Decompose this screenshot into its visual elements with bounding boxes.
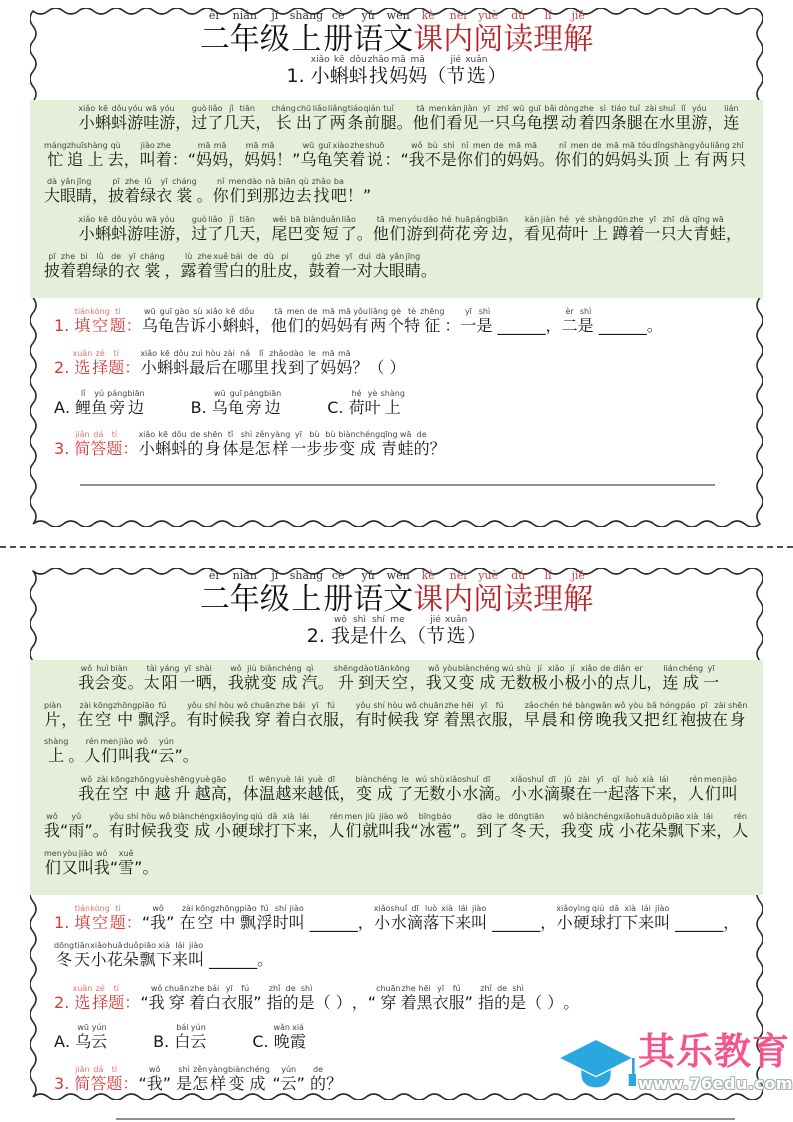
option-b: B. 白bái云yún bbox=[153, 1023, 207, 1052]
question-label: 2. 选xuǎn择zé题tí： bbox=[54, 349, 141, 378]
question-label: 1. 填tián空kòng题tí： bbox=[54, 306, 142, 335]
question-label: 1. 填tián空kòng题tí： bbox=[54, 903, 142, 932]
page-cut-divider bbox=[0, 546, 793, 548]
title-red-part: 课kè内nèi阅yuè读dú理lǐ解jiě bbox=[413, 9, 594, 57]
question-text: “我wǒ” 在zài空kōng中zhōng飘piāo浮fú时shí叫jiào ______，小xiǎo水shuǐ滴dī落luò下xià来lái叫jiào ______，小xiǎo硬yìng球qiú打dǎ下xià来lái叫jiào ______，冬dōng天tiān小xiǎo花huā朵duǒ飘piāo下xià来lái叫jiào ______。 bbox=[54, 903, 740, 970]
worksheet-title bbox=[30, 570, 763, 615]
passage-paragraph: 我wǒ会huì变biàn。太tài阳yáng一yī晒shài，我wǒ就jiù变biàn成chéng汽qì。升shēng到dào天tiān空kōng，我wǒ又yòu变biàn成chéng无wú数shù极jí小xiǎo极jí小xiǎo的de点diǎn儿er，连lián成chéng一yī片piàn，在zài空kōng中zhōng飘piāo浮fú。有yǒu时shí候hòu我wǒ穿chuān着zhe白bái衣yī服fú，有yǒu时shí候hòu我wǒ穿chuān着zhe黑hēi衣yī服fú，早zǎo晨chén和hé傍bàng晚wǎn我wǒ又yòu把bǎ红hóng袍páo披pī在zài身shēn上shàng。人rén们men叫jiào我wǒ“云yún”。 bbox=[44, 663, 748, 766]
passage-paragraph: 我wǒ在zài空kōng中zhōng越yuè升shēng越yuè高gāo，体tǐ温wēn越yuè来lái越yuè低dī，变biàn成chéng了le无wú数shù小xiǎo水shuǐ滴dī。小xiǎo水shuǐ滴dī聚jù在zài一yī起qǐ落luò下xià来lái，人rén们men叫jiào我wǒ“雨yǔ”。有yǒu时shí候hòu我wǒ变biàn成chéng小xiǎo硬yìng球qiú打dǎ下xià来lái，人rén们men就jiù叫jiào我wǒ“冰bīng雹báo”。到dào了le冬dōng天tiān，我wǒ变biàn成chéng小xiǎo花huā朵duǒ飘piāo下xià来lái，人rén们men又yòu叫jiào我wǒ“雪xuě”。 bbox=[44, 775, 749, 877]
question-text: 乌wū龟guī告gào诉sù小xiǎo蝌kē蚪dǒu，他tā们men的de妈mā妈mā有yǒu两liǎng个gè特tè征zhēng：一yī是shì ______，二èr是shì ______。 bbox=[141, 306, 663, 335]
question-section bbox=[30, 298, 763, 486]
passage-heading: 2. 我wǒ是shì什shí么me（节jié选xuǎn） bbox=[306, 615, 487, 647]
question-multiple-choice bbox=[54, 984, 741, 1022]
question-fill-blank bbox=[54, 904, 741, 979]
title-black-part: 二èr年nián级jí上shàng册cè语yǔ文wén bbox=[199, 9, 414, 57]
watermark bbox=[556, 1026, 793, 1122]
answer-options bbox=[54, 389, 741, 425]
watermark-text bbox=[638, 1032, 793, 1093]
question-label: 3. 简jiǎn答dá题tí： bbox=[54, 430, 139, 459]
question-label: 2. 选xuǎn择zé题tí： bbox=[54, 983, 141, 1012]
question-text: 小xiǎo蝌kē蚪dǒu的de身shēn体tǐ是shì怎zěn样yàng一yī步bù步bù变biàn成chéng青qīng蛙wā的de？ bbox=[138, 430, 446, 459]
question-multiple-choice bbox=[54, 349, 741, 387]
option-c: C. 晚wǎn霞xiá bbox=[252, 1023, 307, 1052]
worksheet-page-1 bbox=[30, 8, 763, 527]
option-a: A. 乌wū云yún bbox=[54, 1023, 108, 1052]
worksheet-page-2 bbox=[30, 568, 763, 1100]
question-text: “我wǒ” 是shì怎zěn样yàng变biàn成chéng “云yún” 的de？ bbox=[138, 1064, 343, 1093]
option-c: C. 荷hé叶yè上shàng bbox=[327, 388, 405, 417]
title-red-part: 课kè内nèi阅yuè读dú理lǐ解jiě bbox=[413, 569, 594, 617]
watermark-url: www.76edu.com bbox=[638, 1073, 793, 1093]
question-short-answer bbox=[54, 430, 741, 468]
reading-passage bbox=[30, 100, 763, 298]
watermark-brand: 其乐教育 bbox=[638, 1030, 790, 1073]
graduation-cap-icon bbox=[556, 1032, 636, 1108]
option-a: A. 鲤lǐ鱼yú旁páng边biān bbox=[54, 388, 145, 417]
question-label: 3. 简jiǎn答dá题tí： bbox=[54, 1064, 139, 1093]
answer-blank-line bbox=[80, 484, 715, 486]
passage-paragraph: 小xiǎo蝌kē蚪dǒu游yóu哇wā游yóu，过guò了liǎo几jǐ天tiān，长cháng出chū了liǎo两liǎng条tiáo前qián腿tuǐ。他tā们men看kàn见jiàn一yī只zhī乌wū龟guī摆bǎi动dòng着zhe四sì条tiáo腿tuǐ在zài水shuǐ里lǐ游yóu，连lián忙máng追zhuī上shàng去qù，叫jiào着zhe：“妈mā妈mā，妈mā妈mā！”乌wū龟guī笑xiào着zhe说shuō：“我wǒ不bù是shì你nǐ们men的de妈mā妈mā。你nǐ们men的de妈mā妈mā头tóu顶dǐng上shàng有yǒu两liǎng只zhī大dà眼yǎn睛jīng，披pī着zhe绿lǜ衣yī裳cháng。你nǐ们men到dào那nà边biān去qù找zhǎo吧ba！” bbox=[44, 103, 746, 206]
question-fill-blank bbox=[54, 307, 741, 345]
worksheet-title bbox=[30, 10, 763, 55]
question-text: “我wǒ穿chuān着zhe白bái衣yī服fú” 指zhǐ的de是shì（ ），“穿chuān着zhe黑hēi衣yī服fú” 指zhǐ的de是shì（ ）。 bbox=[140, 983, 580, 1012]
title-black-part: 二èr年nián级jí上shàng册cè语yǔ文wén bbox=[199, 569, 414, 617]
question-text: 小xiǎo蝌kē蚪dǒu最zuì后hòu在zài哪nǎ里lǐ找zhǎo到dào了le妈mā妈mā？（ ） bbox=[140, 349, 406, 378]
passage-paragraph: 小xiǎo蝌kē蚪dǒu游yóu哇wā游yóu，过guò了liǎo几jǐ天tiān，尾wěi巴bā变biàn短duǎn了liǎo。他tā们men游yóu到dào荷hé花huā旁páng边biān，看kàn见jiàn荷hé叶yè上shàng蹲dūn着zhe一yī只zhī大dà青qīng蛙wā，披pī着zhe碧bì绿lǜ的de衣yī裳cháng，露lù着zhe雪xuě白bái的de肚dù皮pí，鼓gǔ着zhe一yī对duì大dà眼yǎn睛jīng。 bbox=[44, 215, 742, 280]
reading-passage bbox=[30, 660, 763, 895]
option-b: B. 乌wū龟guī旁páng边biān bbox=[190, 388, 282, 417]
passage-heading: 1. 小xiǎo蝌kē蚪dǒu找zhǎo妈mā妈mā（节jié选xuǎn） bbox=[286, 55, 507, 87]
